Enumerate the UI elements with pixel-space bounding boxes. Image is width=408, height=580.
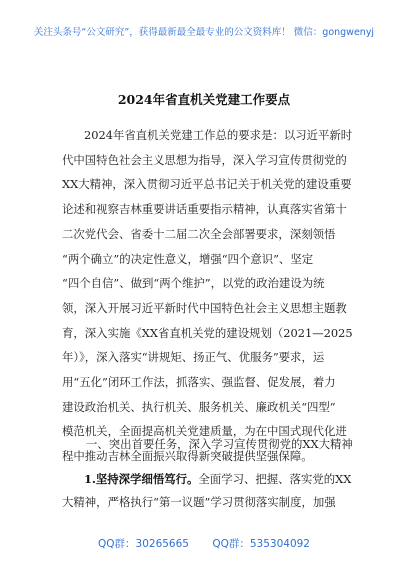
item-label: 1.坚持深学细悟笃行。 bbox=[84, 472, 199, 486]
intro-paragraph bbox=[62, 123, 358, 469]
intro-line: 育，深入实施《XX省直机关党的建设规划（2021—2025 bbox=[62, 325, 353, 340]
header-notice: 关注头条号“公文研究”，获得最新最全最专业的公文资料库！ 微信：gongwenyj bbox=[33, 27, 375, 38]
intro-line: “四个自信”、做到“两个维护”，以党的政治建设为统 bbox=[62, 276, 325, 291]
intro-line: XX大精神，深入贯彻习近平总书记关于机关党的建设重要 bbox=[62, 177, 352, 192]
intro-line: 模范机关，全面提高机关党建质量，为在中国式现代化进 bbox=[62, 424, 347, 439]
intro-line: 领，深入开展习近平新时代中国特色社会主义思想主题教 bbox=[62, 300, 347, 315]
intro-line: 2024年省直机关党建工作总的要求是：以习近平新时 bbox=[84, 128, 353, 142]
document-title: 2024年省直机关党建工作要点 bbox=[117, 92, 291, 107]
intro-line: 二次党代会、省委十二届二次全会部署要求，深刻领悟 bbox=[62, 226, 336, 241]
intro-line: 建设政治机关、执行机关、服务机关、廉政机关“四型” bbox=[62, 399, 336, 414]
item-line: 大精神，严格执行“第一议题”学习贯彻落实制度，加强 bbox=[62, 495, 336, 509]
qq-group-2: QQ群：535304092 bbox=[212, 538, 310, 550]
intro-line: 用“五化”闭环工作法，抓落实、强监督、促发展，着力 bbox=[62, 375, 336, 390]
intro-line: “两个确立”的决定性意义，增强“四个意识”、坚定 bbox=[62, 251, 314, 266]
intro-line: 代中国特色社会主义思想为指导，深入学习宣传贯彻党的 bbox=[62, 152, 347, 167]
section-heading: 一、突出首要任务，深入学习宣传贯彻党的XX大精神 bbox=[86, 437, 353, 451]
item-line bbox=[62, 468, 362, 491]
footer-contacts bbox=[0, 536, 408, 551]
qq-group-1: QQ群：30265665 bbox=[98, 538, 189, 550]
item-paragraph bbox=[62, 468, 362, 514]
intro-line: 程中推动吉林全面振兴取得新突破提供坚强保障。 bbox=[62, 449, 313, 464]
intro-line: 论述和视察吉林重要讲话重要指示精神，认真落实省第十 bbox=[62, 202, 347, 217]
intro-line: 年）》，深入落实“讲规矩、扬正气、优服务”要求，运 bbox=[62, 350, 325, 365]
item-text: 全面学习、把握、落实党的XX bbox=[198, 472, 352, 486]
